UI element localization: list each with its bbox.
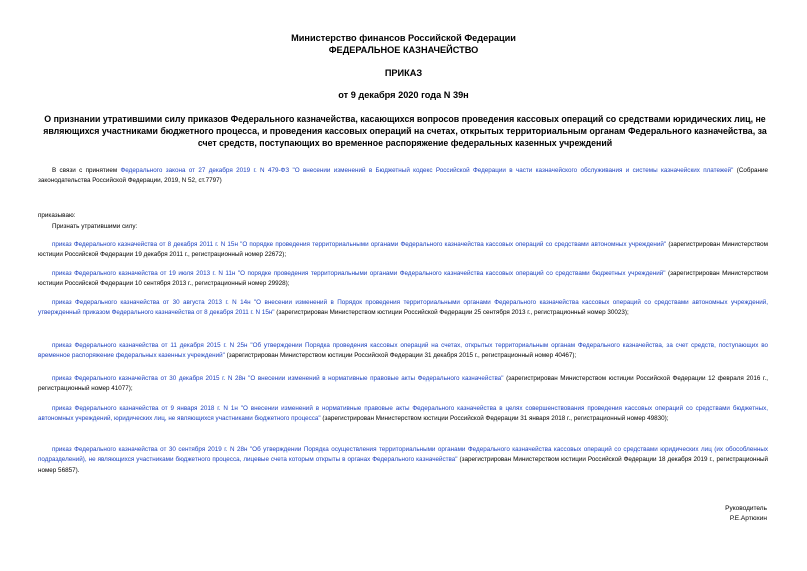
order-word: приказываю:: [38, 212, 76, 219]
signer-position: Руководитель: [725, 505, 767, 512]
registration-text: (зарегистрирован Министерством юстиции Российской Федерации 31 января 2018 г., регистрационный номер 49830);: [320, 415, 669, 423]
agency-name: ФЕДЕРАЛЬНОЕ КАЗНАЧЕЙСТВО: [328, 45, 479, 55]
list-item: [38, 374, 768, 395]
document-type: ПРИКАЗ: [384, 68, 423, 78]
signer-name: Р.Е.Артюхин: [729, 515, 767, 522]
registration-text: (зарегистрирован Министерством юстиции Российской Федерации 19 декабря 2011 г., регистрационный номер 22672);: [38, 241, 768, 259]
list-item: [38, 240, 768, 261]
recognize-statement: Признать утратившими силу:: [52, 223, 138, 230]
intro-prefix: В связи с принятием: [52, 167, 121, 174]
order-link[interactable]: приказ Федерального казначейства от 30 декабря 2015 г. N 28н "О внесении изменений в нормативные правовые акты Федерального казначейства": [52, 375, 504, 382]
list-item: [38, 341, 768, 362]
registration-text: (зарегистрирован Министерством юстиции Российской Федерации 18 декабря 2019 г., регистрационный номер 56857).: [38, 456, 769, 474]
ministry-name: Министерство финансов Российской Федерации: [291, 33, 516, 43]
list-item: [38, 298, 768, 319]
document-date: от 9 декабря 2020 года N 39н: [338, 90, 469, 100]
list-item: [38, 404, 768, 425]
order-link[interactable]: приказ Федерального казначейства от 11 декабря 2015 г. N 25н "Об утверждении Порядка проведения кассовых операций на счетах, открытых территориальным органам Федерального казначейства, за счет средств, поступающих во временное распоряжение федеральных казенных учреждений": [38, 342, 768, 360]
signature-block: [725, 504, 767, 524]
list-item: [38, 445, 768, 476]
registration-text: (зарегистрирован Министерством юстиции Российской Федерации 31 декабря 2015 г., регистрационный номер 40467);: [224, 352, 577, 360]
intro-paragraph: [38, 166, 768, 187]
registration-text: (зарегистрирован Министерством юстиции Российской Федерации 12 февраля 2016 г., регистрационный номер 41077);: [38, 375, 768, 393]
order-link[interactable]: приказ Федерального казначейства от 8 декабря 2011 г. N 15н "О порядке проведения территориальными органами Федерального казначейства кассовых операций со средствами автономных учреждений": [52, 241, 667, 248]
order-link[interactable]: приказ Федерального казначейства от 19 июля 2013 г. N 11н "О порядке проведения территориальными органами Федерального казначейства кассовых операций со средствами бюджетных учреждений": [52, 270, 666, 277]
registration-text: (зарегистрирован Министерством юстиции Российской Федерации 25 сентября 2013 г., регистрационный номер 30023);: [274, 309, 629, 317]
intro-suffix: (Собрание законодательства Российской Федерации, 2019, N 52, ст.7797): [38, 167, 768, 185]
document-title: О признании утратившими силу приказов Федерального казначейства, касающихся вопросов проведения кассовых операций со средствами юридических лиц, не являющихся участниками бюджетного процесса, и проведения кассовых операций на счетах, открытых территориальным органам Федерального казначейства, за счет средств, поступающих во временное распоряжение федеральных казенных учреждений: [43, 114, 767, 148]
order-link[interactable]: приказ Федерального казначейства от 9 января 2018 г. N 1н "О внесении изменений в нормативные правовые акты Федерального казначейства в целях совершенствования проведения кассовых операций со средствами бюджетных, автономных учреждений, юридических лиц, не являющихся участниками бюджетного процесса": [38, 405, 768, 423]
registration-text: (зарегистрирован Министерством юстиции Российской Федерации 10 сентября 2013 г., регистрационный номер 29928);: [38, 270, 768, 288]
order-link[interactable]: приказ Федерального казначейства от 30 сентября 2019 г. N 28н "Об утверждении Порядка осуществления территориальными органами Федерального казначейства кассовых операций со средствами юридических лиц (их обособленных подразделений), не являющихся участниками бюджетного процесса, лицевые счета которым открыты в органах Федерального казначейства": [38, 446, 768, 464]
order-link[interactable]: приказ Федерального казначейства от 30 августа 2013 г. N 14н "О внесении изменений в Порядок проведения территориальными органами Федерального казначейства кассовых операций со средствами автономных учреждений, утвержденный приказом Федерального казначейства от 8 декабря 2011 г. N 15н": [38, 299, 768, 317]
list-item: [38, 269, 768, 290]
federal-law-link[interactable]: Федерального закона от 27 декабря 2019 г. N 479-ФЗ "О внесении изменений в Бюджетный кодекс Российской Федерации в части казначейского обслуживания и системы казначейских платежей": [120, 167, 734, 174]
